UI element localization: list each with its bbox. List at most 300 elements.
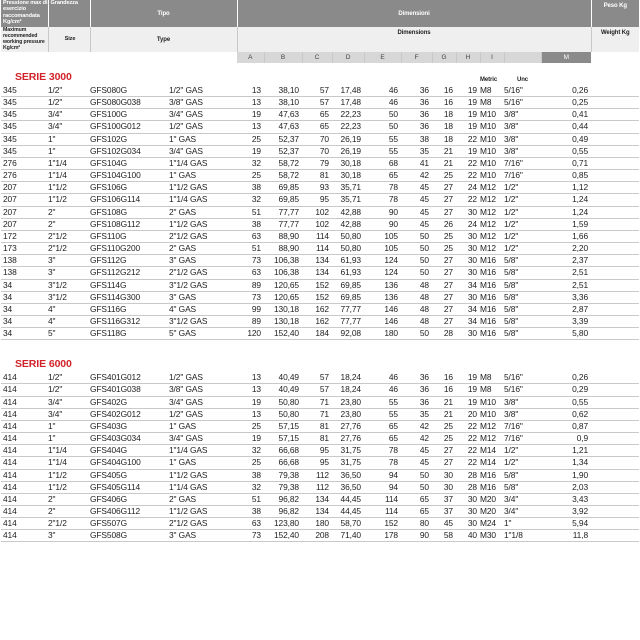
cell-e: 55 [364, 408, 401, 420]
cell-type: GFS116G312 [90, 315, 169, 327]
cell-e: 180 [364, 328, 401, 340]
cell-thread: 1"1/2 GAS [169, 182, 237, 194]
cell-b: 50,80 [264, 396, 302, 408]
cell-h: 24 [456, 182, 480, 194]
series-header-row [1, 350, 639, 372]
series-3000-body [1, 63, 639, 340]
cell-f: 50 [401, 481, 432, 493]
cell-pressure: 345 [1, 97, 48, 109]
cell-c: 114 [302, 243, 332, 255]
cell-pressure: 345 [1, 121, 48, 133]
cell-type: GFS100G012 [90, 121, 169, 133]
cell-f: 45 [401, 206, 432, 218]
cell-h: 30 [456, 506, 480, 518]
cell-b: 88,90 [264, 243, 302, 255]
cell-size: 2" [48, 506, 90, 518]
dim-letter-g: G [432, 52, 456, 63]
cell-weight: 0,87 [541, 420, 591, 432]
cell-metric: M10 [480, 396, 504, 408]
cell-d: 50,80 [332, 243, 364, 255]
cell-type: GFS104G100 [90, 170, 169, 182]
cell-f: 48 [401, 315, 432, 327]
header-weight-it: Peso Kg [591, 0, 639, 27]
cell-g: 27 [432, 291, 456, 303]
cell-a: 19 [237, 433, 264, 445]
cell-h: 22 [456, 157, 480, 169]
cell-pressure: 207 [1, 218, 48, 230]
cell-type: GFS401G012 [90, 372, 169, 384]
cell-b: 69,85 [264, 194, 302, 206]
cell-size: 1"1/4 [48, 445, 90, 457]
cell-b: 130,18 [264, 303, 302, 315]
dim-letter-i: I [480, 52, 504, 63]
cell-metric: M12 [480, 243, 504, 255]
dim-letter-e: E [364, 52, 401, 63]
cell-weight: 2,37 [541, 255, 591, 267]
cell-metric: M16 [480, 469, 504, 481]
cell-c: 71 [302, 408, 332, 420]
cell-h: 34 [456, 315, 480, 327]
cell-c: 102 [302, 206, 332, 218]
cell-metric: M30 [480, 530, 504, 542]
cell-unc: 3/8" [504, 145, 541, 157]
cell-d: 44,45 [332, 493, 364, 505]
cell-e: 114 [364, 506, 401, 518]
cell-size: 2" [48, 218, 90, 230]
cell-pressure: 34 [1, 328, 48, 340]
cell-c: 81 [302, 170, 332, 182]
cell-type: GFS080G038 [90, 97, 169, 109]
cell-g: 18 [432, 109, 456, 121]
cell-b: 96,82 [264, 506, 302, 518]
cell-pressure: 345 [1, 145, 48, 157]
table-row [1, 109, 639, 121]
cell-e: 136 [364, 279, 401, 291]
cell-a: 89 [237, 315, 264, 327]
cell-size: 2" [48, 493, 90, 505]
cell-d: 31,75 [332, 457, 364, 469]
cell-unc: 1/2" [504, 218, 541, 230]
cell-d: 61,93 [332, 255, 364, 267]
cell-thread: 1" GAS [169, 170, 237, 182]
table-row [1, 133, 639, 145]
cell-type: GFS102G [90, 133, 169, 145]
cell-unc: 3/8" [504, 408, 541, 420]
cell-e: 50 [364, 121, 401, 133]
cell-pressure: 414 [1, 493, 48, 505]
cell-e: 46 [364, 372, 401, 384]
cell-b: 79,38 [264, 469, 302, 481]
cell-metric: M8 [480, 97, 504, 109]
cell-type: GFS406G [90, 493, 169, 505]
cell-type: GFS404G [90, 445, 169, 457]
cell-a: 13 [237, 372, 264, 384]
cell-g: 21 [432, 408, 456, 420]
cell-size: 1" [48, 433, 90, 445]
table-row [1, 206, 639, 218]
cell-pressure: 414 [1, 384, 48, 396]
cell-h: 19 [456, 145, 480, 157]
cell-e: 68 [364, 157, 401, 169]
cell-c: 134 [302, 493, 332, 505]
cell-h: 22 [456, 445, 480, 457]
table-row [1, 408, 639, 420]
cell-pressure: 414 [1, 420, 48, 432]
header-row-letters [1, 52, 639, 63]
cell-unc: 3/8" [504, 133, 541, 145]
cell-metric: M16 [480, 255, 504, 267]
cell-type: GFS401G038 [90, 384, 169, 396]
cell-type: GFS403G [90, 420, 169, 432]
cell-g: 16 [432, 384, 456, 396]
cell-e: 65 [364, 433, 401, 445]
table-row [1, 230, 639, 242]
cell-d: 31,75 [332, 445, 364, 457]
cell-b: 77,77 [264, 206, 302, 218]
cell-a: 51 [237, 243, 264, 255]
header-row-italian [1, 0, 639, 27]
cell-f: 42 [401, 433, 432, 445]
cell-size: 1" [48, 145, 90, 157]
cell-size: 3"1/2 [48, 279, 90, 291]
cell-metric: M24 [480, 518, 504, 530]
cell-e: 90 [364, 218, 401, 230]
cell-thread: 3/4" GAS [169, 396, 237, 408]
cell-b: 40,49 [264, 372, 302, 384]
cell-f: 50 [401, 267, 432, 279]
table-row [1, 170, 639, 182]
cell-g: 18 [432, 121, 456, 133]
table-row [1, 85, 639, 97]
cell-type: GFS104G [90, 157, 169, 169]
cell-thread: 1" GAS [169, 457, 237, 469]
cell-unc: 5/16" [504, 372, 541, 384]
cell-f: 36 [401, 109, 432, 121]
cell-unc: 1/2" [504, 243, 541, 255]
cell-metric: M12 [480, 206, 504, 218]
cell-metric: M16 [480, 267, 504, 279]
cell-h: 19 [456, 97, 480, 109]
cell-thread: 3/4" GAS [169, 109, 237, 121]
cell-a: 99 [237, 303, 264, 315]
cell-b: 120,65 [264, 291, 302, 303]
cell-d: 42,88 [332, 206, 364, 218]
cell-f: 65 [401, 506, 432, 518]
cell-c: 70 [302, 145, 332, 157]
cell-thread: 1"1/4 GAS [169, 194, 237, 206]
cell-pressure: 414 [1, 469, 48, 481]
cell-size: 1"1/2 [48, 194, 90, 206]
cell-type: GFS406G112 [90, 506, 169, 518]
cell-size: 1"1/4 [48, 457, 90, 469]
cell-weight: 2,03 [541, 481, 591, 493]
cell-g: 27 [432, 182, 456, 194]
table-row [1, 315, 639, 327]
cell-h: 30 [456, 206, 480, 218]
cell-unc: 1" [504, 518, 541, 530]
cell-c: 81 [302, 433, 332, 445]
cell-type: GFS402G [90, 396, 169, 408]
cell-e: 178 [364, 530, 401, 542]
cell-a: 73 [237, 255, 264, 267]
cell-h: 30 [456, 230, 480, 242]
cell-thread: 1/2" GAS [169, 121, 237, 133]
cell-thread: 2"1/2 GAS [169, 267, 237, 279]
cell-weight: 1,24 [541, 194, 591, 206]
cell-size: 2"1/2 [48, 518, 90, 530]
cell-size: 1" [48, 420, 90, 432]
cell-thread: 2"1/2 GAS [169, 230, 237, 242]
cell-f: 48 [401, 291, 432, 303]
cell-pressure: 34 [1, 291, 48, 303]
cell-type: GFS108G [90, 206, 169, 218]
cell-g: 28 [432, 328, 456, 340]
cell-weight: 2,51 [541, 279, 591, 291]
cell-h: 22 [456, 133, 480, 145]
cell-type: GFS404G100 [90, 457, 169, 469]
cell-type: GFS102G034 [90, 145, 169, 157]
cell-pressure: 414 [1, 433, 48, 445]
cell-h: 19 [456, 372, 480, 384]
cell-d: 44,45 [332, 506, 364, 518]
cell-e: 105 [364, 230, 401, 242]
dim-letter-b: B [264, 52, 302, 63]
cell-c: 57 [302, 384, 332, 396]
cell-e: 136 [364, 291, 401, 303]
cell-g: 21 [432, 396, 456, 408]
cell-e: 94 [364, 481, 401, 493]
cell-a: 13 [237, 97, 264, 109]
cell-f: 65 [401, 493, 432, 505]
cell-f: 90 [401, 530, 432, 542]
cell-thread: 3"1/2 GAS [169, 279, 237, 291]
cell-weight: 3,36 [541, 291, 591, 303]
cell-g: 27 [432, 457, 456, 469]
cell-pressure: 414 [1, 506, 48, 518]
cell-g: 37 [432, 506, 456, 518]
cell-b: 123,80 [264, 518, 302, 530]
cell-f: 45 [401, 445, 432, 457]
cell-c: 134 [302, 255, 332, 267]
cell-metric: M14 [480, 445, 504, 457]
cell-size: 1" [48, 133, 90, 145]
cell-weight: 0,26 [541, 85, 591, 97]
cell-thread: 1"1/2 GAS [169, 506, 237, 518]
cell-h: 30 [456, 518, 480, 530]
dim-letter-f: F [401, 52, 432, 63]
cell-g: 18 [432, 133, 456, 145]
cell-d: 77,77 [332, 303, 364, 315]
cell-weight: 5,94 [541, 518, 591, 530]
cell-c: 81 [302, 420, 332, 432]
cell-pressure: 345 [1, 109, 48, 121]
table-row [1, 433, 639, 445]
cell-pressure: 207 [1, 182, 48, 194]
cell-size: 1/2" [48, 85, 90, 97]
cell-e: 152 [364, 518, 401, 530]
cell-g: 27 [432, 279, 456, 291]
cell-b: 47,63 [264, 109, 302, 121]
series-header-row [1, 63, 639, 85]
cell-type: GFS507G [90, 518, 169, 530]
cell-unc: 3/8" [504, 121, 541, 133]
cell-pressure: 414 [1, 372, 48, 384]
cell-metric: M12 [480, 420, 504, 432]
cell-e: 90 [364, 206, 401, 218]
cell-d: 27,76 [332, 433, 364, 445]
cell-pressure: 173 [1, 243, 48, 255]
cell-b: 106,38 [264, 255, 302, 267]
cell-d: 18,24 [332, 384, 364, 396]
cell-f: 45 [401, 182, 432, 194]
cell-c: 71 [302, 396, 332, 408]
cell-thread: 2" GAS [169, 243, 237, 255]
cell-b: 58,72 [264, 170, 302, 182]
cell-c: 134 [302, 267, 332, 279]
cell-h: 22 [456, 433, 480, 445]
cell-g: 27 [432, 255, 456, 267]
cell-b: 66,68 [264, 457, 302, 469]
cell-c: 184 [302, 328, 332, 340]
cell-f: 36 [401, 396, 432, 408]
table-row [1, 457, 639, 469]
cell-weight: 0,85 [541, 170, 591, 182]
cell-a: 63 [237, 267, 264, 279]
cell-a: 38 [237, 218, 264, 230]
cell-a: 13 [237, 121, 264, 133]
cell-e: 94 [364, 469, 401, 481]
cell-type: GFS508G [90, 530, 169, 542]
cell-size: 3/4" [48, 121, 90, 133]
cell-weight: 0,41 [541, 109, 591, 121]
cell-c: 112 [302, 481, 332, 493]
cell-c: 180 [302, 518, 332, 530]
cell-b: 69,85 [264, 182, 302, 194]
cell-c: 152 [302, 291, 332, 303]
cell-metric: M10 [480, 109, 504, 121]
cell-weight: 0,62 [541, 408, 591, 420]
cell-pressure: 414 [1, 481, 48, 493]
cell-g: 27 [432, 315, 456, 327]
cell-d: 50,80 [332, 230, 364, 242]
cell-g: 27 [432, 303, 456, 315]
cell-type: GFS402G012 [90, 408, 169, 420]
cell-thread: 3/8" GAS [169, 97, 237, 109]
cell-g: 16 [432, 97, 456, 109]
cell-c: 162 [302, 303, 332, 315]
cell-pressure: 414 [1, 530, 48, 542]
cell-g: 16 [432, 372, 456, 384]
cell-type: GFS106G [90, 182, 169, 194]
cell-c: 65 [302, 109, 332, 121]
cell-a: 19 [237, 396, 264, 408]
cell-a: 73 [237, 530, 264, 542]
cell-size: 2"1/2 [48, 243, 90, 255]
cell-f: 41 [401, 157, 432, 169]
cell-b: 88,90 [264, 230, 302, 242]
cell-h: 22 [456, 457, 480, 469]
cell-b: 57,15 [264, 433, 302, 445]
cell-a: 25 [237, 170, 264, 182]
cell-thread: 4" GAS [169, 303, 237, 315]
cell-g: 25 [432, 243, 456, 255]
cell-d: 35,71 [332, 182, 364, 194]
cell-d: 23,80 [332, 396, 364, 408]
cell-type: GFS116G [90, 303, 169, 315]
cell-c: 134 [302, 506, 332, 518]
cell-g: 45 [432, 518, 456, 530]
cell-weight: 1,21 [541, 445, 591, 457]
cell-a: 25 [237, 420, 264, 432]
cell-a: 120 [237, 328, 264, 340]
cell-unc: 5/8" [504, 481, 541, 493]
cell-unc: 3/8" [504, 396, 541, 408]
cell-a: 13 [237, 408, 264, 420]
cell-e: 146 [364, 303, 401, 315]
cell-pressure: 34 [1, 315, 48, 327]
cell-weight: 0,25 [541, 97, 591, 109]
cell-type: GFS405G114 [90, 481, 169, 493]
header-size-en: Size [48, 27, 90, 52]
cell-d: 69,85 [332, 279, 364, 291]
series-gap [1, 340, 639, 351]
header-dimensions-en: Dimensions [237, 27, 591, 52]
cell-h: 20 [456, 408, 480, 420]
table-row [1, 97, 639, 109]
cell-metric: M20 [480, 506, 504, 518]
cell-g: 27 [432, 267, 456, 279]
header-dimensions-it: Dimensioni [237, 0, 591, 27]
cell-e: 78 [364, 457, 401, 469]
cell-unc: 5/8" [504, 267, 541, 279]
cell-h: 22 [456, 194, 480, 206]
cell-d: 30,18 [332, 170, 364, 182]
cell-e: 78 [364, 194, 401, 206]
cell-weight: 2,87 [541, 303, 591, 315]
table-row [1, 255, 639, 267]
cell-a: 32 [237, 157, 264, 169]
cell-f: 45 [401, 457, 432, 469]
cell-c: 95 [302, 445, 332, 457]
cell-d: 17,48 [332, 85, 364, 97]
cell-g: 21 [432, 157, 456, 169]
cell-h: 30 [456, 493, 480, 505]
cell-e: 105 [364, 243, 401, 255]
cell-e: 78 [364, 182, 401, 194]
cell-thread: 2" GAS [169, 206, 237, 218]
table-row [1, 218, 639, 230]
cell-f: 42 [401, 420, 432, 432]
cell-size: 2"1/2 [48, 230, 90, 242]
cell-f: 38 [401, 133, 432, 145]
cell-metric: M8 [480, 384, 504, 396]
cell-b: 152,40 [264, 530, 302, 542]
cell-weight: 1,90 [541, 469, 591, 481]
cell-f: 50 [401, 328, 432, 340]
dim-letter-a: A [237, 52, 264, 63]
cell-a: 32 [237, 194, 264, 206]
cell-unc: 1/2" [504, 194, 541, 206]
cell-f: 50 [401, 469, 432, 481]
table-row [1, 279, 639, 291]
cell-metric: M8 [480, 372, 504, 384]
cell-f: 35 [401, 408, 432, 420]
cell-thread: 3" GAS [169, 255, 237, 267]
cell-metric: M10 [480, 157, 504, 169]
cell-d: 77,77 [332, 315, 364, 327]
cell-pressure: 34 [1, 303, 48, 315]
table-row [1, 396, 639, 408]
